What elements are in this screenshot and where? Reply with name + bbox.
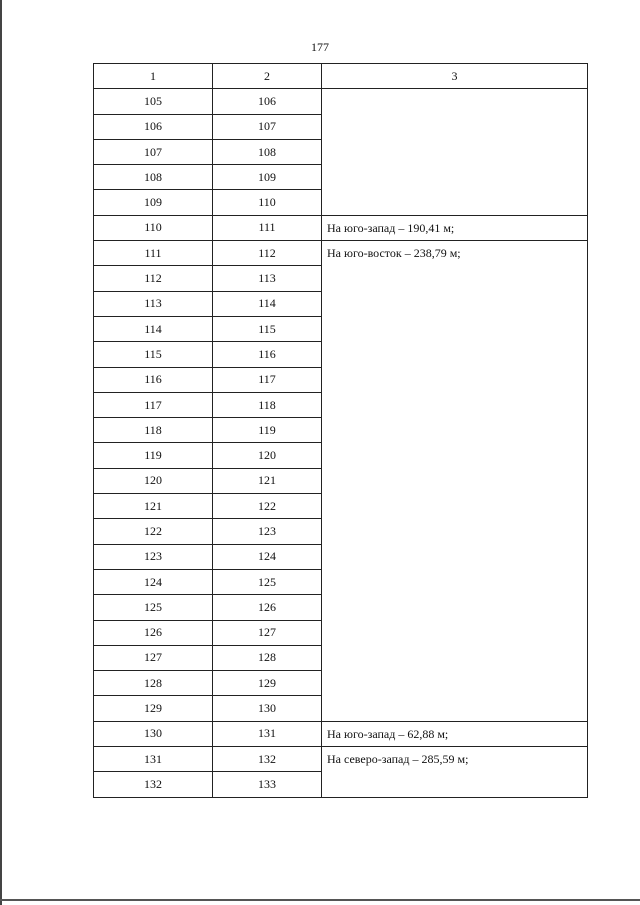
point-to-cell: 112 (213, 241, 322, 266)
table-row (94, 747, 588, 772)
point-from-cell: 123 (94, 544, 213, 569)
point-to-cell: 123 (213, 519, 322, 544)
point-from-cell: 128 (94, 671, 213, 696)
boundary-table (93, 63, 588, 798)
point-to-cell: 115 (213, 316, 322, 341)
point-from-cell: 113 (94, 291, 213, 316)
column-header-1: 1 (94, 64, 213, 89)
point-to-cell: 117 (213, 367, 322, 392)
point-to-cell: 113 (213, 266, 322, 291)
point-to-cell: 127 (213, 620, 322, 645)
point-from-cell: 106 (94, 114, 213, 139)
point-to-cell: 125 (213, 569, 322, 594)
point-from-cell: 129 (94, 696, 213, 721)
point-from-cell: 130 (94, 721, 213, 746)
direction-distance-cell: На северо-запад – 285,59 м; (322, 747, 588, 798)
table-row (94, 89, 588, 114)
table-row (94, 241, 588, 266)
point-to-cell: 122 (213, 494, 322, 519)
point-to-cell: 119 (213, 418, 322, 443)
point-from-cell: 108 (94, 165, 213, 190)
table-header (94, 64, 588, 89)
point-from-cell: 107 (94, 139, 213, 164)
point-to-cell: 130 (213, 696, 322, 721)
point-to-cell: 120 (213, 443, 322, 468)
direction-distance-cell: На юго-запад – 190,41 м; (322, 215, 588, 240)
column-header-2: 2 (213, 64, 322, 89)
table-body (94, 89, 588, 797)
point-to-cell: 133 (213, 772, 322, 797)
direction-distance-cell (322, 89, 588, 215)
point-from-cell: 122 (94, 519, 213, 544)
point-to-cell: 128 (213, 645, 322, 670)
table-row (94, 721, 588, 746)
point-from-cell: 109 (94, 190, 213, 215)
point-to-cell: 126 (213, 595, 322, 620)
page-number: 177 (311, 40, 329, 54)
column-header-3: 3 (322, 64, 588, 89)
point-to-cell: 121 (213, 468, 322, 493)
point-from-cell: 112 (94, 266, 213, 291)
point-to-cell: 118 (213, 392, 322, 417)
point-from-cell: 115 (94, 342, 213, 367)
point-from-cell: 132 (94, 772, 213, 797)
point-from-cell: 124 (94, 569, 213, 594)
direction-distance-cell: На юго-восток – 238,79 м; (322, 241, 588, 722)
point-from-cell: 118 (94, 418, 213, 443)
point-from-cell: 110 (94, 215, 213, 240)
point-to-cell: 107 (213, 114, 322, 139)
point-from-cell: 114 (94, 316, 213, 341)
point-to-cell: 108 (213, 139, 322, 164)
point-to-cell: 114 (213, 291, 322, 316)
point-to-cell: 124 (213, 544, 322, 569)
scan-bottom-edge (0, 899, 640, 901)
point-from-cell: 131 (94, 747, 213, 772)
point-from-cell: 121 (94, 494, 213, 519)
point-to-cell: 109 (213, 165, 322, 190)
direction-distance-cell: На юго-запад – 62,88 м; (322, 721, 588, 746)
point-from-cell: 120 (94, 468, 213, 493)
point-to-cell: 132 (213, 747, 322, 772)
header-row (94, 64, 588, 89)
point-to-cell: 106 (213, 89, 322, 114)
point-from-cell: 117 (94, 392, 213, 417)
point-to-cell: 111 (213, 215, 322, 240)
point-to-cell: 110 (213, 190, 322, 215)
point-to-cell: 131 (213, 721, 322, 746)
point-from-cell: 111 (94, 241, 213, 266)
point-to-cell: 116 (213, 342, 322, 367)
point-from-cell: 125 (94, 595, 213, 620)
table-row (94, 215, 588, 240)
point-from-cell: 116 (94, 367, 213, 392)
scan-left-edge (0, 0, 2, 905)
point-from-cell: 105 (94, 89, 213, 114)
point-from-cell: 119 (94, 443, 213, 468)
point-from-cell: 127 (94, 645, 213, 670)
point-from-cell: 126 (94, 620, 213, 645)
point-to-cell: 129 (213, 671, 322, 696)
